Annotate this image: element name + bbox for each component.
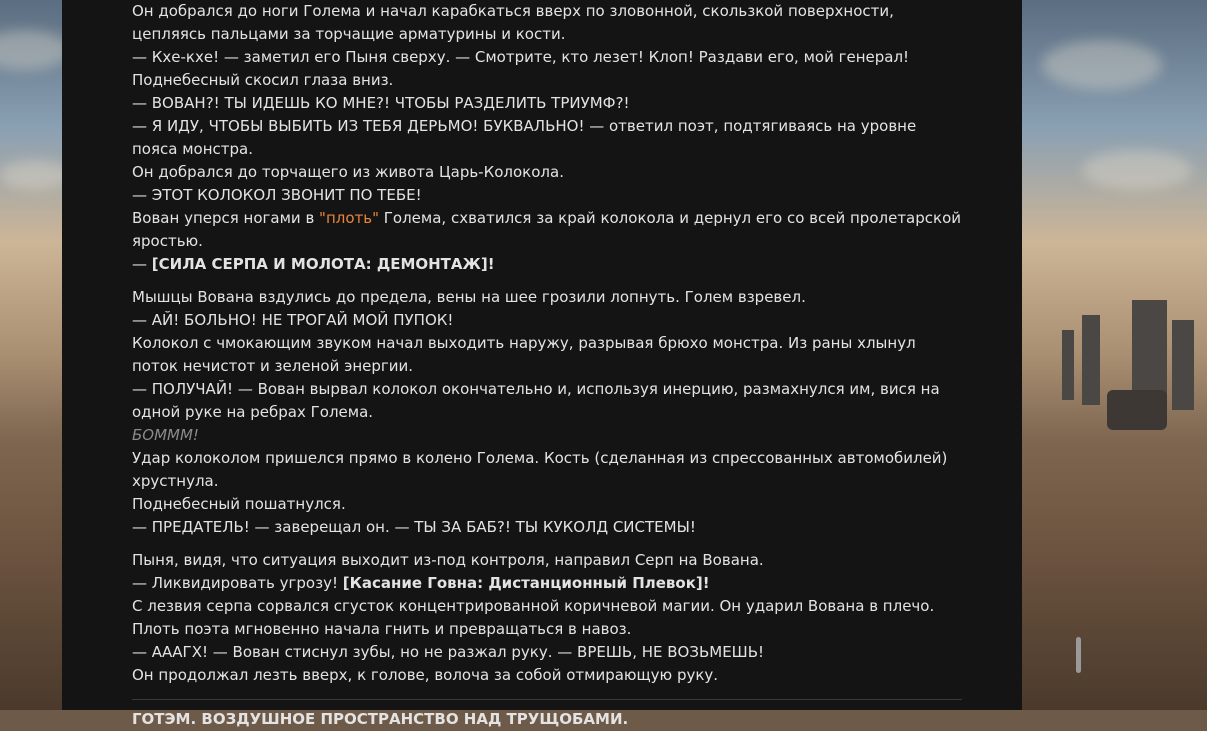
text-line: — Кхе-кхе! — заметил его Пыня сверху. — Смотрите, кто лезет! Клоп! Раздави его, мой генерал! xyxy=(132,48,910,66)
background-left-strip xyxy=(0,0,62,710)
chapter-text xyxy=(132,0,962,731)
skill-name: [СИЛА СЕРПА И МОЛОТА: ДЕМОНТАЖ]! xyxy=(151,255,495,273)
text-line: — ВОВАН?! ТЫ ИДЕШЬ КО МНЕ?! ЧТОБЫ РАЗДЕЛИТЬ ТРИУМФ?! xyxy=(132,94,630,112)
paragraph xyxy=(132,549,962,687)
text-line: Колокол с чмокающим звуком начал выходить наружу, разрывая брюхо монстра. Из раны хлынул поток нечистот и зеленой энергии. xyxy=(132,334,916,375)
rock-spire xyxy=(1082,315,1100,405)
scrollbar-thumb[interactable] xyxy=(1076,637,1081,673)
rock-boulder xyxy=(1107,390,1167,430)
text-line: Плоть поэта мгновенно начала гнить и превращаться в навоз. xyxy=(132,620,632,638)
text-line xyxy=(132,253,962,276)
text-fragment: Голема, схватился за край колокола и дернул его со всей пролетарской яростью. xyxy=(132,209,961,250)
text-line: Он добрался до ноги Голема и начал карабкаться вверх по зловонной, скользкой поверхности, цепляясь пальцами за торчащие арматурины и кости. xyxy=(132,2,894,43)
scrollbar[interactable] xyxy=(1073,0,1083,710)
text-line: С лезвия серпа сорвался сгусток концентрированной коричневой магии. Он ударил Вована в плечо. xyxy=(132,597,935,615)
text-line xyxy=(132,572,962,595)
text-fragment: — Ликвидировать угрозу! xyxy=(132,574,343,592)
highlighted-word: "плоть" xyxy=(319,209,379,227)
sound-effect: БОМММ! xyxy=(132,426,199,444)
paragraph xyxy=(132,0,962,276)
text-line xyxy=(132,207,962,253)
text-line: — АЙ! БОЛЬНО! НЕ ТРОГАЙ МОЙ ПУПОК! xyxy=(132,311,454,329)
text-line: Поднебесный скосил глаза вниз. xyxy=(132,71,394,89)
text-line: — Я ИДУ, ЧТОБЫ ВЫБИТЬ ИЗ ТЕБЯ ДЕРЬМО! БУКВАЛЬНО! — ответил поэт, подтягиваясь на уровне пояса монстра. xyxy=(132,117,917,158)
text-line: — АААГХ! — Вован стиснул зубы, но не разжал руку. — ВРЕШЬ, НЕ ВОЗЬМЕШЬ! xyxy=(132,643,765,661)
text-line: — ЭТОТ КОЛОКОЛ ЗВОНИТ ПО ТЕБЕ! xyxy=(132,186,422,204)
reader-panel xyxy=(62,0,1022,728)
text-line: Он добрался до торчащего из живота Царь-Колокола. xyxy=(132,163,564,181)
skill-name: [Касание Говна: Дистанционный Плевок]! xyxy=(342,574,710,592)
text-fragment: Вован уперся ногами в xyxy=(132,209,320,227)
paragraph xyxy=(132,286,962,539)
section-divider xyxy=(132,699,962,700)
text-line: Поднебесный пошатнулся. xyxy=(132,495,346,513)
rock-spire xyxy=(1172,320,1194,410)
text-fragment: — xyxy=(132,255,152,273)
background-right-strip xyxy=(1022,0,1207,710)
text-line: — ПРЕДАТЕЛЬ! — заверещал он. — ТЫ ЗА БАБ?! ТЫ КУКОЛД СИСТЕМЫ! xyxy=(132,518,696,536)
text-line: Удар колоколом пришелся прямо в колено Голема. Кость (сделанная из спрессованных автомобилей) хрустнула. xyxy=(132,449,948,490)
text-line: Мышцы Вована вздулись до предела, вены на шее грозили лопнуть. Голем взревел. xyxy=(132,288,806,306)
text-line: Он продолжал лезть вверх, к голове, волоча за собой отмирающую руку. xyxy=(132,666,719,684)
section-heading: ГОТЭМ. ВОЗДУШНОЕ ПРОСТРАНСТВО НАД ТРУЩОБАМИ. xyxy=(132,710,629,728)
text-line: Пыня, видя, что ситуация выходит из-под контроля, направил Серп на Вована. xyxy=(132,551,764,569)
text-line: — ПОЛУЧАЙ! — Вован вырвал колокол окончательно и, используя инерцию, размахнулся им, вися на одной руке на ребрах Голема. xyxy=(132,380,940,421)
